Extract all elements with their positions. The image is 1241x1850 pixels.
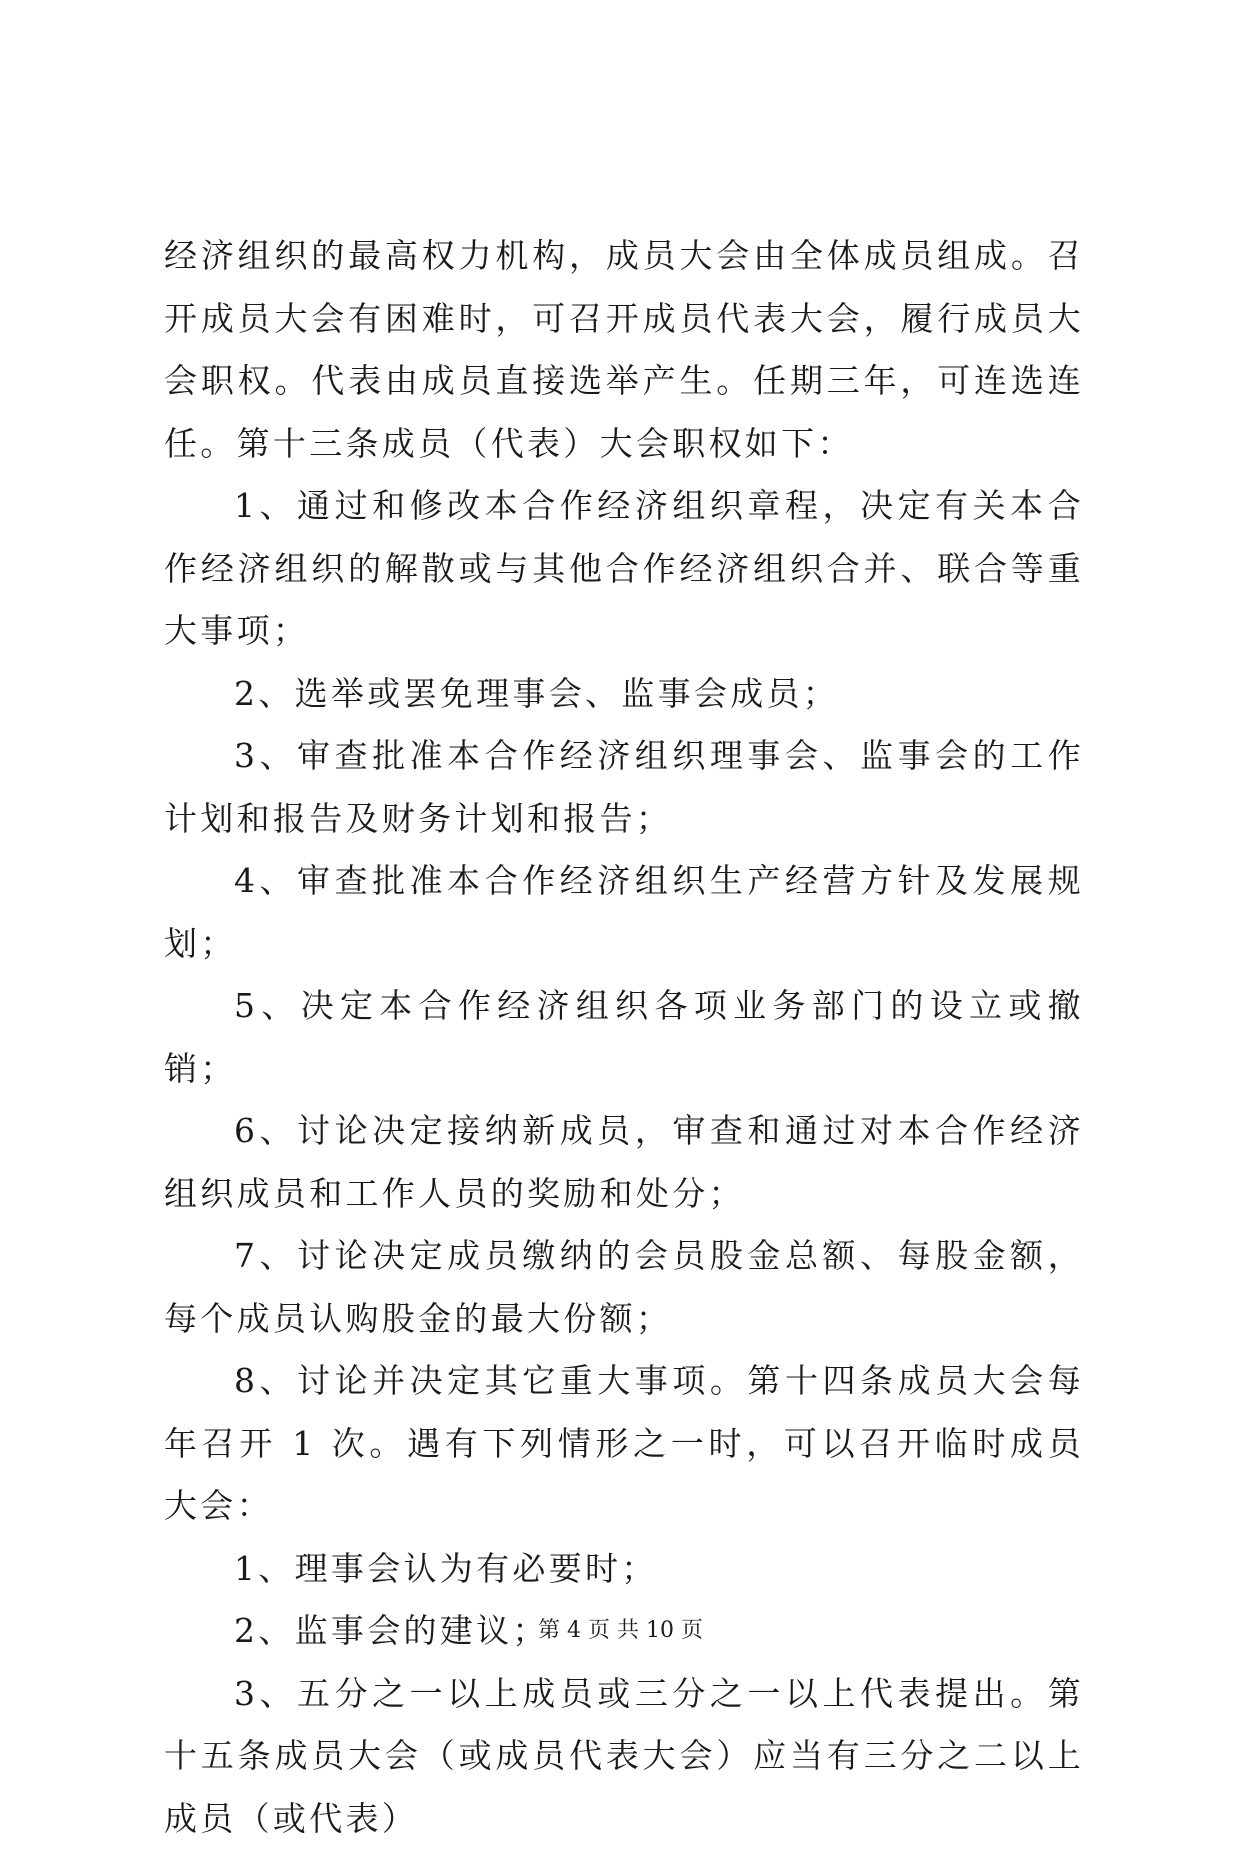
paragraph: 2、选举或罢免理事会、监事会成员；	[164, 663, 1084, 726]
body-text	[164, 225, 1084, 1850]
paragraph: 8、讨论并决定其它重大事项。第十四条成员大会每年召开 1 次。遇有下列情形之一时，可以召开临时成员大会：	[164, 1350, 1084, 1538]
paragraph: 6、讨论决定接纳新成员，审查和通过对本合作经济组织成员和工作人员的奖励和处分；	[164, 1100, 1084, 1225]
paragraph: 2、监事会的建议；	[164, 1600, 1084, 1663]
page-footer	[0, 1613, 1241, 1644]
paragraph: 7、讨论决定成员缴纳的会员股金总额、每股金额，每个成员认购股金的最大份额；	[164, 1225, 1084, 1350]
page-number: 第 4 页 共 10 页	[538, 1618, 703, 1643]
paragraph: 经济组织的最高权力机构，成员大会由全体成员组成。召开成员大会有困难时，可召开成员代表大会，履行成员大会职权。代表由成员直接选举产生。任期三年，可连选连任。第十三条成员（代表）大会职权如下：	[164, 225, 1084, 475]
paragraph: 4、审查批准本合作经济组织生产经营方针及发展规划；	[164, 850, 1084, 975]
paragraph: 1、通过和修改本合作经济组织章程，决定有关本合作经济组织的解散或与其他合作经济组织合并、联合等重大事项；	[164, 475, 1084, 663]
paragraph: 3、审查批准本合作经济组织理事会、监事会的工作计划和报告及财务计划和报告；	[164, 725, 1084, 850]
paragraph: 1、理事会认为有必要时；	[164, 1538, 1084, 1601]
paragraph: 5、决定本合作经济组织各项业务部门的设立或撤销；	[164, 975, 1084, 1100]
paragraph: 3、五分之一以上成员或三分之一以上代表提出。第十五条成员大会（或成员代表大会）应当有三分之二以上成员（或代表）	[164, 1663, 1084, 1850]
